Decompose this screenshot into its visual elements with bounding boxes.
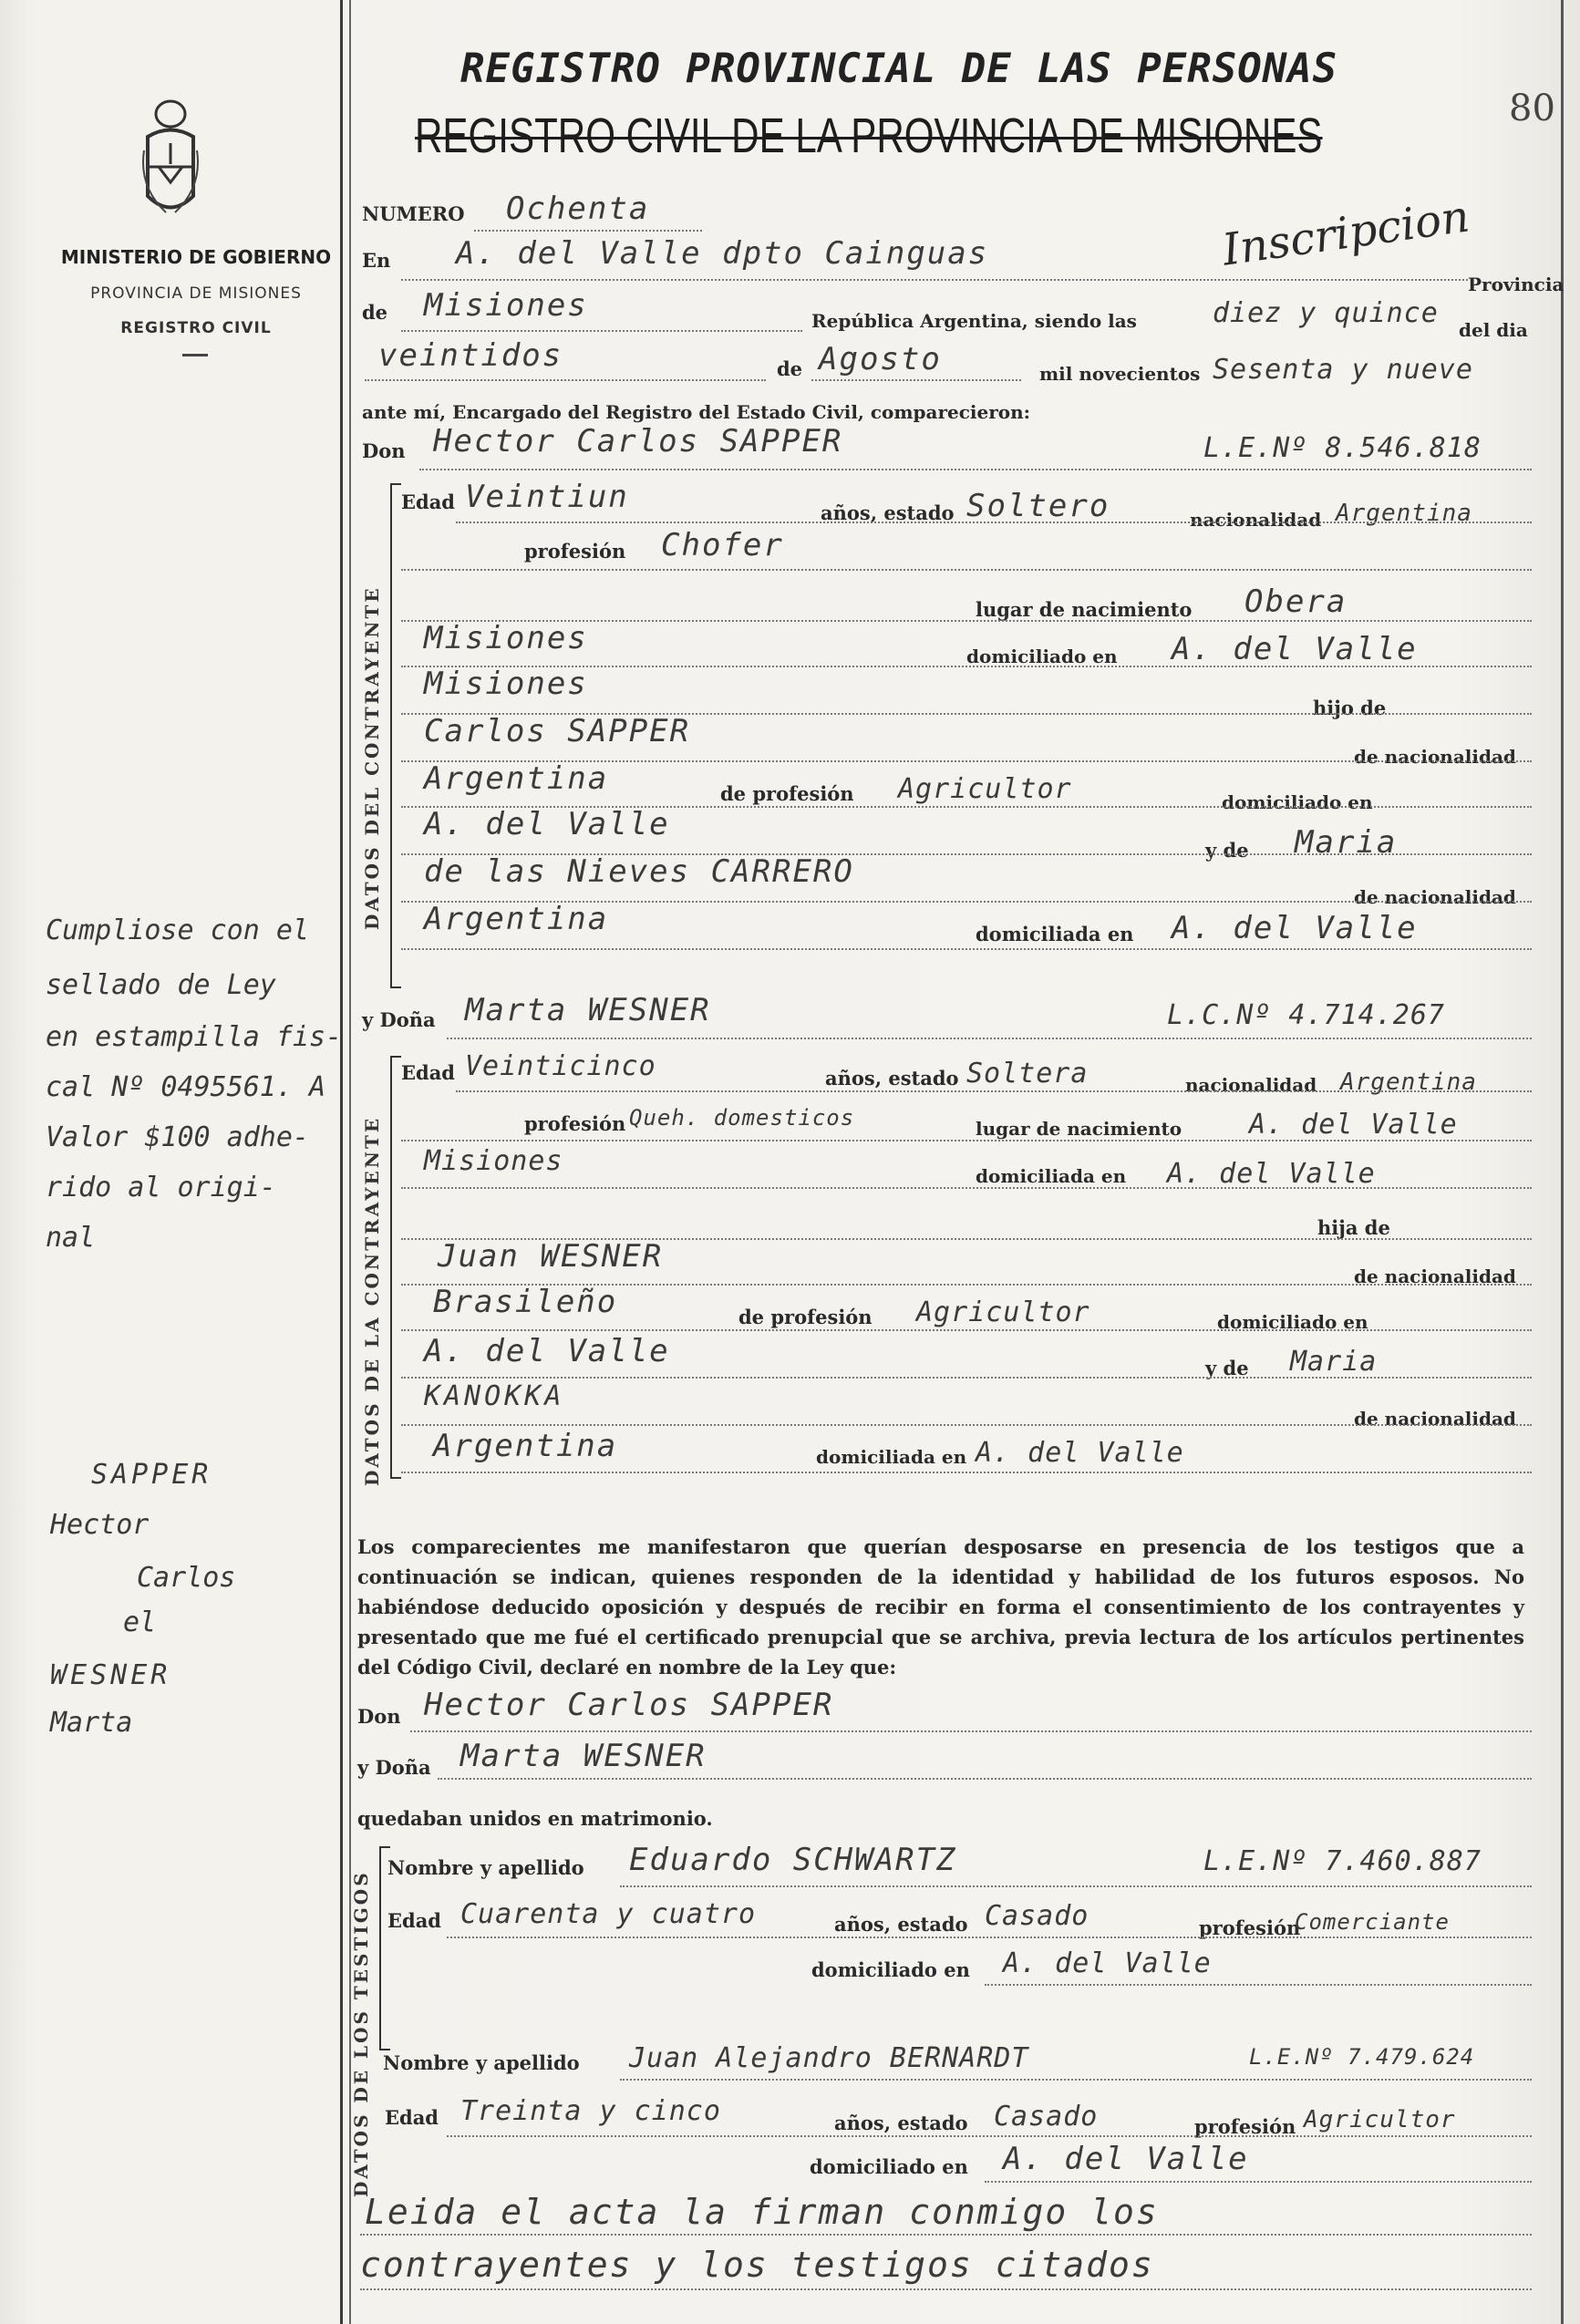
bride-dom-value: A. del Valle [1167, 1158, 1376, 1190]
bride-hija-label: hija de [1317, 1216, 1390, 1239]
stamp-note-line-1: Cumpliose con el [46, 914, 309, 946]
mil-label: mil novecientos [1039, 363, 1201, 385]
groom-father-nac-label: de nacionalidad [1354, 746, 1516, 768]
stamp-note-line-5: Valor $100 adhe- [46, 1121, 309, 1153]
bride-father-nac: Brasileño [433, 1284, 618, 1320]
bride-father-dom-label: domiciliado en [1217, 1311, 1368, 1333]
bride-dom-label: domiciliada en [976, 1165, 1127, 1187]
bride-edad-label: Edad [401, 1061, 455, 1084]
w2-dom-value: A. del Valle [1003, 2141, 1249, 2177]
groom-section-label: DATOS DEL CONTRAYENTE [361, 585, 383, 930]
groom-estado-value: Soltero [966, 488, 1110, 524]
ante-label: ante mí, Encargado del Registro del Estado Civil, comparecieron: [362, 401, 1031, 423]
groom-father-nac: Argentina [424, 760, 609, 797]
bride-prof-value: Queh. domesticos [629, 1105, 855, 1131]
bride-father-nac-label: de nacionalidad [1354, 1265, 1516, 1287]
bride-father-prof: Agricultor [916, 1296, 1090, 1328]
stamp-note-line-7: nal [46, 1222, 96, 1254]
w1-nombre-rule [620, 1885, 1532, 1887]
bride-name-rule [447, 1038, 1532, 1039]
bride-nac-label: nacionalidad [1185, 1074, 1317, 1096]
w2-dom-rule [985, 2181, 1532, 2183]
groom-nac-value: Argentina [1336, 500, 1472, 527]
w2-estado-value: Casado [994, 2101, 1099, 2133]
w2-doc: L.E.Nº 7.479.624 [1249, 2044, 1475, 2070]
header-title-1: REGISTRO PROVINCIAL DE LAS PERSONAS [460, 46, 1338, 92]
w2-prof-label: profesión [1194, 2115, 1296, 2138]
bride-prof-rule [401, 1140, 1532, 1141]
groom-hijo-label: hijo de [1313, 697, 1387, 719]
bride-section-label: DATOS DE LA CONTRAYENTE [361, 1115, 383, 1486]
closing-rule-1 [360, 2234, 1532, 2236]
final-dona-label: y Doña [357, 1756, 431, 1779]
witnesses-section-label: DATOS DE LOS TESTIGOS [350, 1870, 372, 2197]
groom-dom-value: A. del Valle [1172, 631, 1418, 667]
bride-y-de-label: y de [1205, 1357, 1249, 1379]
groom-edad-label: Edad [401, 491, 455, 513]
bride-mother: Maria [1290, 1346, 1378, 1378]
final-dona-rule [438, 1778, 1532, 1780]
hour-value: diez y quince [1213, 297, 1439, 329]
final-don-rule [410, 1730, 1532, 1732]
day-value: veintidos [378, 337, 563, 374]
groom-name: Hector Carlos SAPPER [433, 423, 843, 460]
bride-nac-value: Argentina [1340, 1069, 1477, 1096]
w1-edad-label: Edad [387, 1909, 441, 1932]
stamp-note-line-2: sellado de Ley [46, 969, 276, 1001]
registry-underline [182, 354, 208, 356]
w1-edad-value: Cuarenta y cuatro [460, 1898, 757, 1930]
w1-dom-label: domiciliado en [811, 1958, 970, 1981]
de-label: de [362, 301, 388, 324]
w2-nombre-label: Nombre y apellido [383, 2051, 580, 2074]
w2-edad-rule [447, 2135, 1532, 2137]
w1-prof-value: Comerciante [1295, 1909, 1450, 1935]
closing-line-2: contrayentes y los testigos citados [360, 2245, 1154, 2285]
bride-edad-value: Veinticinco [465, 1050, 656, 1082]
groom-dom-label: domiciliado en [966, 646, 1118, 667]
bride-mother-2-rule [401, 1424, 1532, 1426]
year-value: Sesenta y nueve [1213, 354, 1473, 386]
w2-edad-value: Treinta y cinco [460, 2095, 721, 2127]
bride-father-dom: A. del Valle [424, 1333, 670, 1369]
page-right-edge [1561, 0, 1564, 2324]
w2-nombre-rule [620, 2079, 1532, 2081]
groom-prof-rule [401, 569, 1532, 571]
groom-nac-label: nacionalidad [1190, 509, 1322, 531]
provincia-label: Provincia [1468, 274, 1565, 295]
w1-prof-label: profesión [1199, 1916, 1301, 1939]
w2-edad-label: Edad [385, 2106, 439, 2129]
bride-lugar-value: A. del Valle [1249, 1109, 1458, 1141]
registry-label: REGISTRO CIVIL [120, 319, 272, 337]
numero-value: Ochenta [506, 191, 650, 227]
del-dia-label: del dia [1459, 319, 1528, 341]
w1-nombre-label: Nombre y apellido [387, 1856, 584, 1879]
de-rule [401, 330, 802, 332]
w1-edad-rule [447, 1937, 1532, 1938]
w2-dom-label: domiciliado en [810, 2155, 968, 2178]
statement-paragraph: Los comparecientes me manifestaron que querían desposarse en presencia de los testigos que a continuación se indican, quienes responden de la identidad y habilidad de los futuros esposos. No habiéndose deducido oposición y después de recibir en forma el consentimiento de los contrayentes y presentado que me fué el certificado prenupcial que se archiva, previa lectura de los artículos pertinentes del Código Civil, declaré en nombre de la Ley que: [357, 1535, 1524, 1678]
bride-doc: L.C.Nº 4.714.267 [1167, 999, 1445, 1031]
margin-name-bride: Marta [50, 1707, 133, 1739]
groom-anos-label: años, estado [821, 501, 955, 524]
bride-mother-nac-rule [401, 1472, 1532, 1473]
w2-prof-value: Agricultor [1304, 2106, 1456, 2133]
province-label: PROVINCIA DE MISIONES [90, 284, 302, 303]
groom-section-bracket [390, 483, 401, 988]
groom-prof-label: profesión [524, 540, 626, 563]
bride-mother-2: KANOKKA [424, 1380, 565, 1412]
final-don-value: Hector Carlos SAPPER [424, 1687, 834, 1723]
margin-surname-bride: WESNER [50, 1659, 171, 1691]
bride-prof-label: profesión [524, 1112, 626, 1135]
en-value: A. del Valle dpto Cainguas [456, 235, 989, 272]
groom-edad-rule [456, 522, 1532, 523]
groom-lugar-value: Obera [1244, 584, 1348, 620]
numero-label: NUMERO [362, 202, 465, 225]
groom-y-de-label: y de [1205, 839, 1249, 862]
w1-estado-value: Casado [985, 1900, 1089, 1932]
closing-line-1: Leida el acta la firman conmigo los [365, 2192, 1159, 2232]
bride-lugar-label: lugar de nacimiento [976, 1118, 1182, 1140]
groom-father-prof-label: de profesión [720, 782, 854, 805]
groom-lugar-value-2: Misiones [424, 620, 588, 656]
groom-doc: L.E.Nº 8.546.818 [1203, 432, 1482, 464]
groom-father-dom-label: domiciliado en [1222, 791, 1373, 813]
bride-father-prof-label: de profesión [738, 1306, 873, 1328]
groom-dom-value-2: Misiones [424, 666, 588, 702]
stamp-note-line-4: cal Nº 0495561. A [46, 1071, 326, 1103]
closing-rule-2 [360, 2288, 1532, 2290]
unidos-label: quedaban unidos en matrimonio. [357, 1807, 713, 1830]
bride-lugar-value-2: Misiones [424, 1145, 563, 1177]
stamp-note-line-6: rido al origi- [46, 1172, 276, 1203]
page-number: 80 [1509, 88, 1555, 129]
bride-section-bracket [390, 1056, 401, 1479]
dona-label: y Doña [362, 1008, 436, 1031]
groom-father-prof: Agricultor [898, 773, 1072, 805]
bride-mother-dom-label: domiciliada en [816, 1446, 967, 1468]
margin-conjunction: el [123, 1606, 157, 1638]
bride-anos-label: años, estado [825, 1067, 959, 1090]
groom-mother-2: de las Nieves CARRERO [424, 853, 854, 890]
final-don-label: Don [357, 1705, 401, 1728]
groom-prof-value: Chofer [661, 527, 784, 563]
w1-nombre-value: Eduardo SCHWARTZ [629, 1842, 957, 1878]
groom-mother-dom-label: domiciliada en [976, 923, 1134, 945]
bride-father-nac-rule [401, 1329, 1532, 1331]
registrar-signature: Inscripcion [1219, 191, 1473, 276]
bride-mother-dom: A. del Valle [976, 1437, 1184, 1469]
groom-mother-nac: Argentina [424, 901, 609, 937]
en-label: En [362, 249, 391, 272]
groom-lugar-label: lugar de nacimiento [976, 598, 1193, 621]
w1-doc: L.E.Nº 7.460.887 [1203, 1845, 1482, 1877]
groom-father-dom: A. del Valle [424, 806, 670, 842]
groom-father: Carlos SAPPER [424, 713, 691, 749]
groom-mother-nac-rule [401, 948, 1532, 950]
bride-estado-value: Soltera [966, 1058, 1089, 1090]
margin-name-groom-2: Carlos [137, 1562, 236, 1594]
margin-border-left [340, 0, 343, 2324]
groom-mother: Maria [1295, 824, 1398, 861]
bride-mother-nac-label: de nacionalidad [1354, 1408, 1516, 1430]
month-rule [811, 379, 1021, 381]
bride-name: Marta WESNER [465, 992, 711, 1028]
w2-nombre-value: Juan Alejandro BERNARDT [629, 2042, 1029, 2074]
w1-anos-label: años, estado [834, 1913, 968, 1936]
margin-name-groom-1: Hector [50, 1509, 150, 1541]
bride-dom-rule [401, 1187, 1532, 1189]
republica-label: República Argentina, siendo las [811, 310, 1137, 332]
en-rule [401, 279, 1468, 281]
bride-mother-rule [401, 1377, 1532, 1379]
w2-anos-label: años, estado [834, 2112, 968, 2134]
ministry-label: MINISTERIO DE GOBIERNO [60, 246, 332, 268]
numero-rule [474, 230, 702, 232]
day-rule [365, 379, 766, 381]
final-dona-value: Marta WESNER [460, 1738, 707, 1774]
coat-of-arms-icon [139, 96, 202, 232]
don-label: Don [362, 439, 406, 462]
stamp-note-line-3: en estampilla fis- [46, 1021, 343, 1053]
groom-edad-value: Veintiun [465, 479, 629, 515]
groom-name-rule [419, 469, 1532, 470]
groom-mother-nac-label: de nacionalidad [1354, 886, 1516, 908]
de-value: Misiones [424, 287, 588, 324]
header-title-2: REGISTRO CIVIL DE LA PROVINCIA DE MISIONES [415, 108, 1323, 163]
w1-dom-value: A. del Valle [1003, 1947, 1212, 1979]
bride-mother-nac: Argentina [433, 1428, 618, 1464]
bride-edad-rule [456, 1090, 1532, 1092]
margin-surname-groom: SAPPER [91, 1459, 212, 1491]
w1-dom-rule [985, 1984, 1532, 1986]
month-value: Agosto [819, 341, 942, 377]
bride-father: Juan WESNER [438, 1238, 664, 1275]
groom-mother-dom: A. del Valle [1172, 910, 1418, 946]
de-mes-label: de [777, 357, 803, 380]
